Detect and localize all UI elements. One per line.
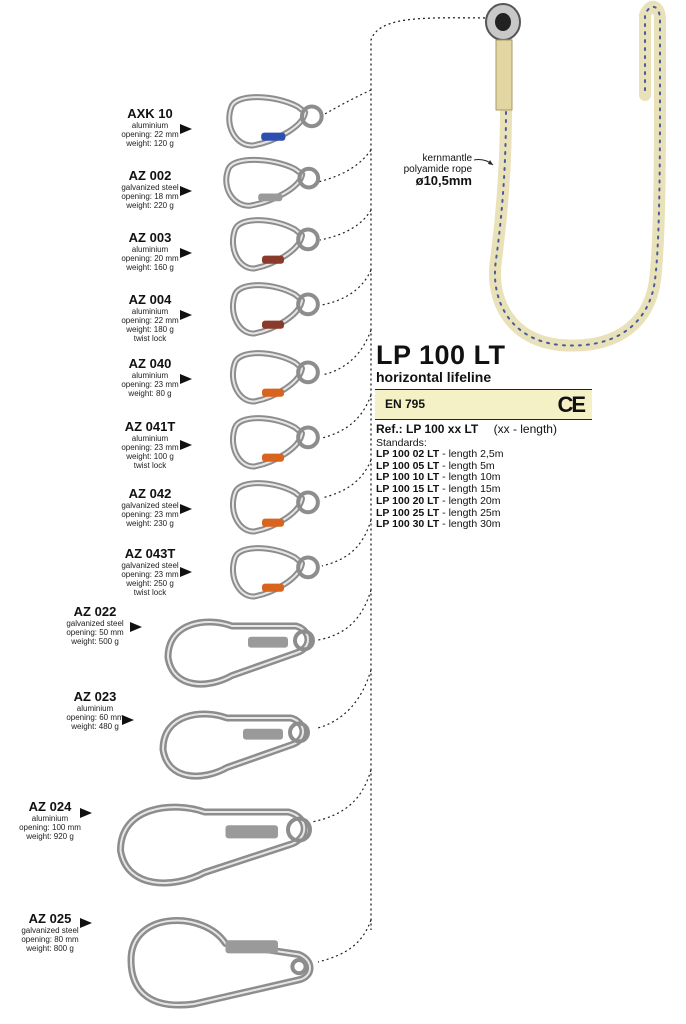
carabiner-code: AZ 004 (128, 292, 172, 307)
carabiner-spec: galvanized steel (121, 561, 179, 570)
standard-code: LP 100 15 LT (376, 483, 440, 496)
standard-code: LP 100 05 LT (376, 459, 440, 472)
norm-label: EN 795 (385, 397, 426, 411)
carabiner-spec: opening: 23 mm (121, 510, 179, 519)
pointer-arrow-icon (180, 124, 192, 134)
carabiner-spec: weight: 120 g (126, 139, 174, 148)
pointer-arrow-icon (130, 622, 142, 632)
standard-length: - length 10m (439, 471, 501, 484)
carabiner-code: AZ 023 (73, 689, 117, 704)
carabiner-spec: opening: 22 mm (121, 316, 179, 325)
carabiner-spec: twist lock (133, 461, 167, 470)
standard-code: LP 100 10 LT (376, 471, 440, 484)
carabiner-spec: aluminium (76, 704, 114, 713)
carabiner-spec: weight: 100 g (126, 452, 174, 461)
carabiner-spec: aluminium (31, 814, 69, 823)
carabiner-spec: opening: 50 mm (66, 628, 124, 637)
carabiner-image (160, 608, 320, 698)
carabiner-spec: opening: 100 mm (19, 823, 81, 832)
pointer-arrow-icon (180, 186, 192, 196)
rope-illustration (486, 4, 660, 346)
carabiner-spec: opening: 23 mm (121, 443, 179, 452)
carabiner-code: AZ 041T (124, 419, 176, 434)
carabiner-code: AZ 025 (28, 911, 72, 926)
carabiner-body (163, 714, 303, 776)
reference-line (376, 422, 557, 436)
carabiner-body (168, 622, 308, 684)
carabiner-body (131, 921, 310, 1006)
carabiner-spec: weight: 920 g (26, 832, 74, 841)
ce-mark-icon: CE (557, 392, 584, 417)
carabiner-spec: galvanized steel (121, 183, 179, 192)
carabiner-gate (226, 940, 279, 953)
pointer-arrow-icon (180, 374, 192, 384)
reference-label: Ref.: LP 100 xx LT (376, 422, 479, 436)
carabiner-spec: opening: 80 mm (21, 935, 79, 944)
carabiner-image (220, 280, 320, 338)
carabiner-spec: opening: 23 mm (121, 570, 179, 579)
carabiner-spec: opening: 60 mm (66, 713, 124, 722)
carabiner-image (220, 215, 320, 273)
carabiner-spec: weight: 80 g (128, 389, 172, 398)
carabiner-spec: weight: 220 g (126, 201, 174, 210)
standard-length: - length 20m (439, 494, 501, 507)
pointer-arrow-icon (122, 715, 134, 725)
carabiner-gate (262, 584, 284, 592)
pointer-arrow-icon (180, 504, 192, 514)
carabiner-spec: twist lock (133, 334, 167, 343)
standard-code: LP 100 20 LT (376, 494, 440, 507)
carabiner-gate (262, 519, 284, 527)
standard-code: LP 100 02 LT (376, 448, 440, 460)
carabiner-code: AZ 040 (128, 356, 172, 371)
carabiner-code: AZ 002 (128, 168, 172, 183)
carabiner-label (0, 800, 100, 841)
standard-length: - length 5m (439, 459, 495, 472)
carabiner-spec: weight: 180 g (126, 325, 174, 334)
carabiner-spec: aluminium (131, 307, 169, 316)
carabiner-code: AXK 10 (127, 106, 173, 121)
norm-bar (375, 389, 592, 420)
carabiner-spec: weight: 250 g (126, 579, 174, 588)
carabiner-spec: galvanized steel (66, 619, 124, 628)
carabiner-code: AZ 022 (73, 604, 117, 619)
standard-length: - length 15m (439, 483, 501, 496)
carabiner-image (212, 155, 322, 210)
carabiner-image (220, 348, 320, 406)
product-subtitle: horizontal lifeline (376, 369, 492, 385)
carabiner-image (220, 478, 320, 536)
carabiner-image (220, 543, 320, 601)
carabiner-spec: weight: 160 g (126, 263, 174, 272)
pointer-arrow-icon (180, 567, 192, 577)
reference-note: (xx - length) (493, 422, 557, 436)
standard-item (376, 519, 503, 531)
pointer-arrow-icon (180, 440, 192, 450)
carabiner-spec: galvanized steel (21, 926, 79, 935)
carabiner-code: AZ 042 (128, 486, 172, 501)
carabiner-spec: twist lock (133, 588, 167, 597)
carabiner-image (215, 92, 325, 150)
standards-label: Standards: (376, 437, 427, 449)
carabiner-spec: aluminium (131, 245, 169, 254)
carabiner-code: AZ 024 (28, 799, 72, 814)
standards-list (376, 449, 503, 531)
carabiner-spec: opening: 22 mm (121, 130, 179, 139)
carabiner-spec: weight: 230 g (126, 519, 174, 528)
standard-code: LP 100 25 LT (376, 506, 440, 519)
carabiner-gate (258, 194, 282, 202)
pointer-arrow-icon (80, 808, 92, 818)
carabiner-spec: opening: 18 mm (121, 192, 179, 201)
carabiner-gate (262, 454, 284, 462)
carabiner-gate (226, 825, 279, 838)
carabiner-spec: weight: 480 g (71, 722, 119, 731)
carabiner-spec: aluminium (131, 371, 169, 380)
carabiner-gate (262, 321, 284, 329)
standard-length: - length 25m (439, 506, 501, 519)
carabiner-body (121, 807, 305, 883)
carabiner-image (110, 905, 320, 1015)
carabiner-gate (262, 256, 284, 264)
rope-label-line2: polyamide rope (403, 164, 472, 175)
carabiner-spec: opening: 20 mm (121, 254, 179, 263)
rope-label-line1: kernmantle (422, 153, 472, 164)
carabiner-gate (262, 389, 284, 397)
carabiner-image (110, 790, 320, 900)
carabiner-spec: aluminium (131, 121, 169, 130)
carabiner-gate (243, 729, 283, 740)
pointer-arrow-icon (80, 918, 92, 928)
carabiner-image (155, 700, 315, 790)
carabiner-spec: galvanized steel (121, 501, 179, 510)
rope-label (392, 153, 472, 186)
carabiner-code: AZ 003 (128, 230, 172, 245)
pointer-arrow-icon (180, 248, 192, 258)
carabiner-code: AZ 043T (124, 546, 176, 561)
product-title: LP 100 LT (376, 340, 506, 370)
rope-diameter: ø10,5mm (415, 173, 472, 188)
carabiner-gate (248, 637, 288, 648)
pointer-arrow-icon (180, 310, 192, 320)
carabiner-eye (292, 960, 305, 973)
standard-code: LP 100 30 LT (376, 518, 440, 531)
standard-length: - length 30m (439, 518, 501, 531)
carabiner-spec: weight: 800 g (26, 944, 74, 953)
carabiner-gate (261, 133, 285, 141)
carabiner-spec: opening: 23 mm (121, 380, 179, 389)
standard-length: - length 2,5m (439, 448, 504, 460)
carabiner-spec: weight: 500 g (71, 637, 119, 646)
carabiner-spec: aluminium (131, 434, 169, 443)
carabiner-image (220, 413, 320, 471)
